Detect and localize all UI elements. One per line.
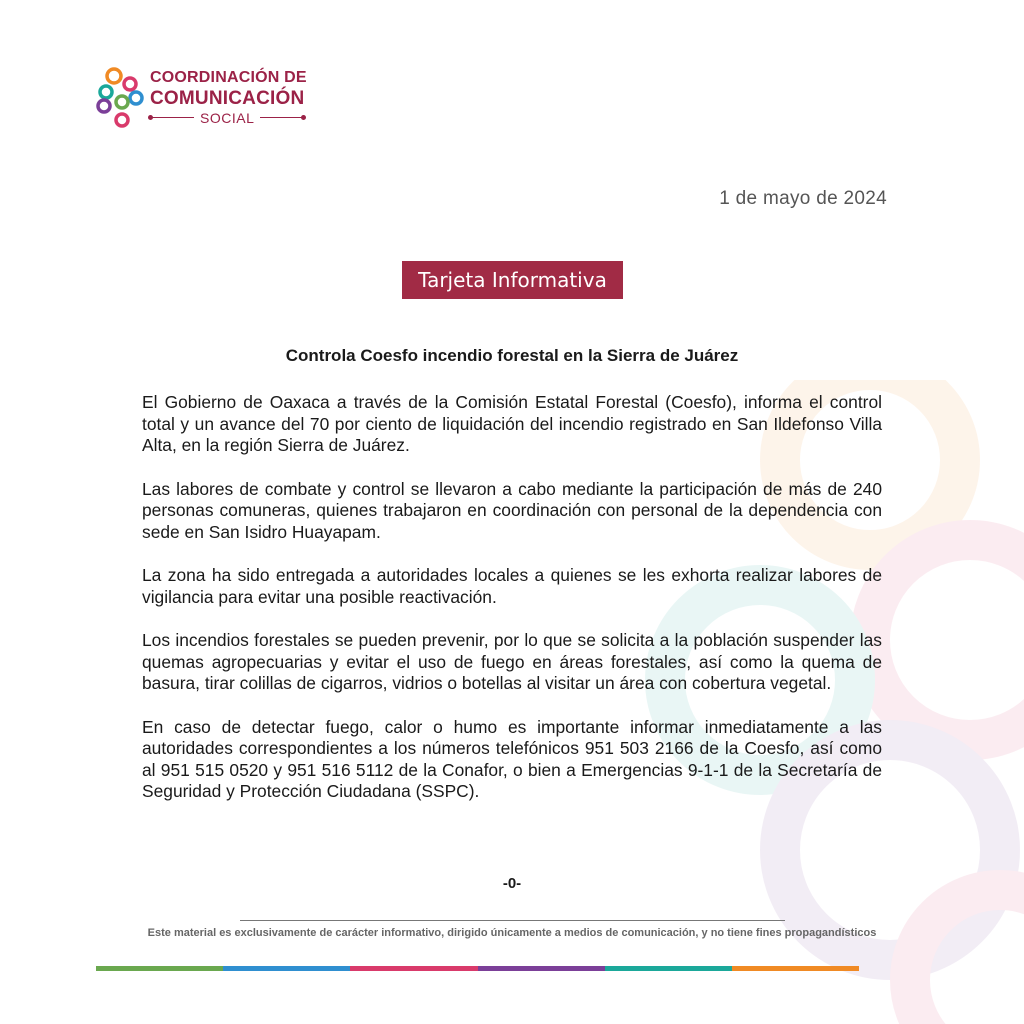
color-bar-segment [96,966,223,971]
headline: Controla Coesfo incendio forestal en la Sierra de Juárez [285,346,739,365]
document-type-badge: Tarjeta Informativa [402,261,623,299]
color-bar-segment [350,966,477,971]
color-bar-segment [478,966,605,971]
paragraph: La zona ha sido entregada a autoridades locales a quienes se les exhorta realizar labores de vigilancia para evitar una posible reactivación. [142,565,882,607]
body-text [142,392,882,825]
logo-line-3 [150,111,307,125]
disclaimer: Este material es exclusivamente de carácter informativo, dirigido únicamente a medios de comunicación, y no tiene fines propagandísticos [147,927,877,939]
color-bar [96,966,859,971]
logo-line-1: COORDINACIÓN DE [150,68,307,86]
paragraph: El Gobierno de Oaxaca a través de la Comisión Estatal Forestal (Coesfo), informa el control total y un avance del 70 por ciento de liquidación del incendio registrado en San Ildefonso Villa Alta, en la región Sierra de Juárez. [142,392,882,455]
logo-line-3-text: SOCIAL [200,109,255,126]
date: 1 de mayo de 2024 [719,188,887,209]
closing-mark: -0- [502,875,522,892]
logo-line-2: COMUNICACIÓN [150,87,305,109]
paragraph: Las labores de combate y control se llevaron a cabo mediante la participación de más de 240 personas comuneras, quienes trabajaron en coordinación con personal de la dependencia con sede en San Isidro Huayapam. [142,478,882,542]
color-bar-segment [605,966,732,971]
color-bar-segment [223,966,350,971]
paragraph: Los incendios forestales se pueden prevenir, por lo que se solicita a la población suspender las quemas agropecuarias y evitar el uso de fuego en áreas forestales, así como la quema de basura, tirar colillas de cigarros, vidrios o botellas al visitar un área con cobertura vegetal. [142,630,882,693]
logo-mark-icon [96,66,144,128]
color-bar-segment [732,966,859,971]
paragraph: En caso de detectar fuego, calor o humo es importante informar inmediatamente a las autoridades correspondientes a los números telefónicos 951 503 2166 de la Coesfo, así como al 951 515 0520 y 951 516 5112 de la Conafor, o bien a Emergencias 9-1-1 de la Secretaría de Seguridad y Protección Ciudadana (SSPC). [142,716,882,801]
footer-divider [240,920,785,921]
logo [96,66,307,128]
